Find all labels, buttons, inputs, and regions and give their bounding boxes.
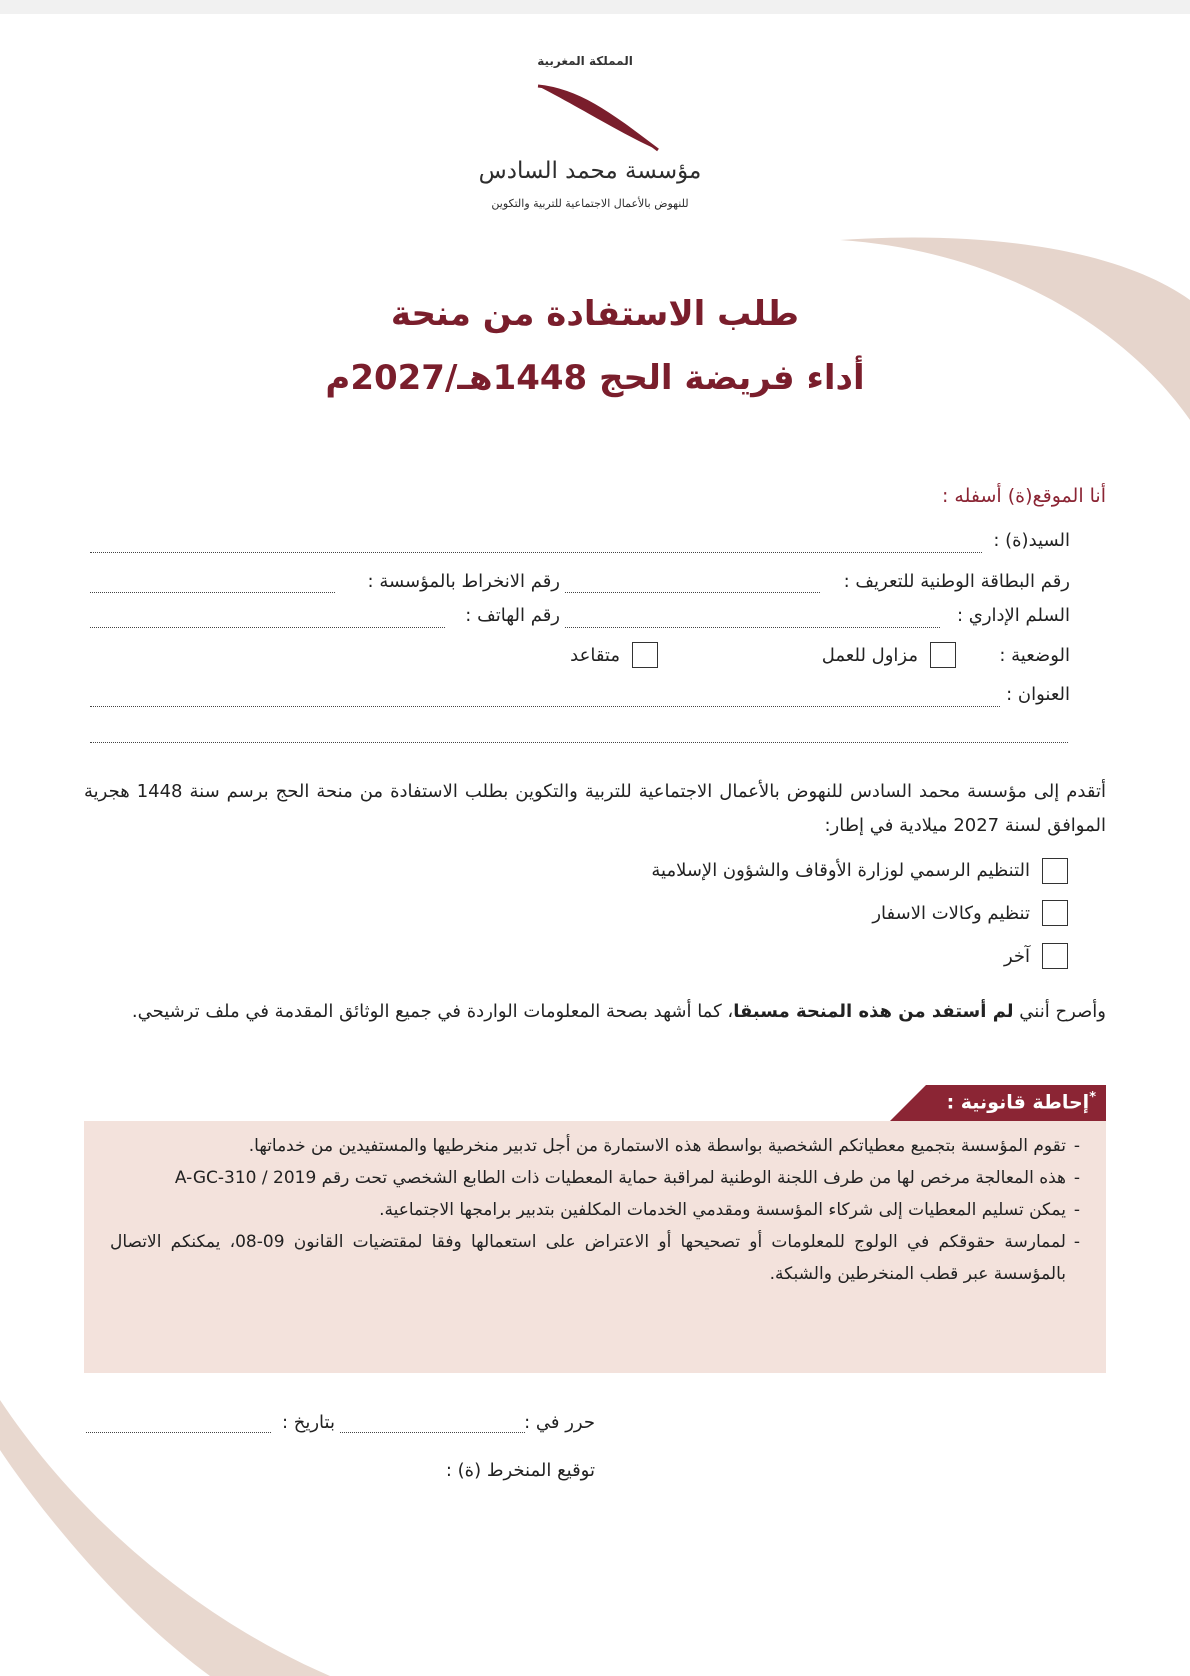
membership-field[interactable] bbox=[90, 592, 335, 593]
request-paragraph: أتقدم إلى مؤسسة محمد السادس للنهوض بالأعمال الاجتماعية للتربية والتكوين بطلب الاستفادة من منحة الحج برسم سنة 1448 هجرية الموافق لسنة 2027 ميلادية في إطار: bbox=[84, 781, 1106, 836]
place-field[interactable] bbox=[340, 1432, 525, 1433]
option-other-checkbox[interactable] bbox=[1042, 943, 1068, 969]
place-label: حرر في : bbox=[524, 1412, 595, 1433]
date-field[interactable] bbox=[86, 1432, 271, 1433]
option-ministry-label: التنظيم الرسمي لوزارة الأوقاف والشؤون الإسلامية bbox=[651, 860, 1030, 881]
declaration-before: وأصرح أنني bbox=[1013, 1001, 1106, 1022]
logo-org-subtitle: للنهوض بالأعمال الاجتماعية للتربية والتكوين bbox=[491, 197, 689, 210]
cin-field[interactable] bbox=[565, 592, 820, 593]
legal-notice-title bbox=[920, 1090, 1096, 1113]
signature-label: توقيع المنخرط (ة) : bbox=[445, 1460, 595, 1481]
address-label: العنوان : bbox=[1006, 684, 1070, 705]
option-ministry-checkbox[interactable] bbox=[1042, 858, 1068, 884]
legal-title-text: إحاطة قانونية : bbox=[946, 1091, 1090, 1114]
name-field[interactable] bbox=[90, 552, 982, 553]
status-active-label: مزاول للعمل bbox=[821, 645, 918, 666]
phone-label: رقم الهاتف : bbox=[465, 605, 560, 626]
grade-label: السلم الإداري : bbox=[956, 605, 1070, 626]
section-label: أنا الموقع(ة) أسفله : bbox=[941, 485, 1106, 507]
option-other-label: آخر bbox=[1003, 946, 1030, 967]
legal-notice-list bbox=[110, 1130, 1080, 1290]
declaration-after: ، كما أشهد بصحة المعلومات الواردة في جميع الوثائق المقدمة في ملف ترشيحي. bbox=[131, 1001, 734, 1022]
legal-item: - يمكن تسليم المعطيات إلى شركاء المؤسسة ومقدمي الخدمات المكلفين بتدبير برامجها الاجتماعية. bbox=[110, 1194, 1080, 1226]
page-title-line2: أداء فريضة الحج 1448هـ/2027م bbox=[325, 358, 865, 398]
page-title-line1: طلب الاستفادة من منحة bbox=[390, 294, 800, 334]
membership-label: رقم الانخراط بالمؤسسة : bbox=[367, 571, 560, 592]
status-label: الوضعية : bbox=[999, 645, 1070, 666]
status-retired-label: متقاعد bbox=[570, 645, 620, 666]
legal-item: - تقوم المؤسسة بتجميع معطياتكم الشخصية بواسطة هذه الاستمارة من أجل تدبير منخرطيها والمستفيدين من خدماتها. bbox=[110, 1130, 1080, 1162]
kingdom-label: المملكة المغربية bbox=[537, 54, 633, 68]
address-field-line2[interactable] bbox=[90, 742, 1068, 743]
phone-field[interactable] bbox=[90, 627, 445, 628]
legal-item: - هذه المعالجة مرخص لها من طرف اللجنة الوطنية لمراقبة حماية المعطيات ذات الطابع الشخصي تحت رقم A-GC-310 / 2019 bbox=[110, 1162, 1080, 1194]
declaration-bold: لم أستفد من هذه المنحة مسبقا bbox=[733, 1001, 1014, 1022]
status-active-checkbox[interactable] bbox=[930, 642, 956, 668]
status-retired-checkbox[interactable] bbox=[632, 642, 658, 668]
logo-org-name: مؤسسة محمد السادس bbox=[478, 158, 702, 184]
legal-item: - لممارسة حقوقكم في الولوج للمعلومات أو تصحيحها أو الاعتراض على استعمالها وفقا لمقتضيات القانون 09-08، يمكنكم الاتصال بالمؤسسة عبر قطب المنخرطين والشبكة. bbox=[110, 1226, 1080, 1290]
option-agencies-label: تنظيم وكالات الاسفار bbox=[872, 903, 1030, 924]
cin-label: رقم البطاقة الوطنية للتعريف : bbox=[843, 571, 1070, 592]
address-field[interactable] bbox=[90, 706, 1000, 707]
date-label: بتاريخ : bbox=[281, 1412, 335, 1433]
declaration-paragraph bbox=[84, 995, 1106, 1029]
option-agencies-checkbox[interactable] bbox=[1042, 900, 1068, 926]
logo-swoosh-icon bbox=[528, 82, 668, 154]
grade-field[interactable] bbox=[565, 627, 940, 628]
legal-star: * bbox=[1089, 1090, 1096, 1105]
name-label: السيد(ة) : bbox=[993, 530, 1070, 551]
